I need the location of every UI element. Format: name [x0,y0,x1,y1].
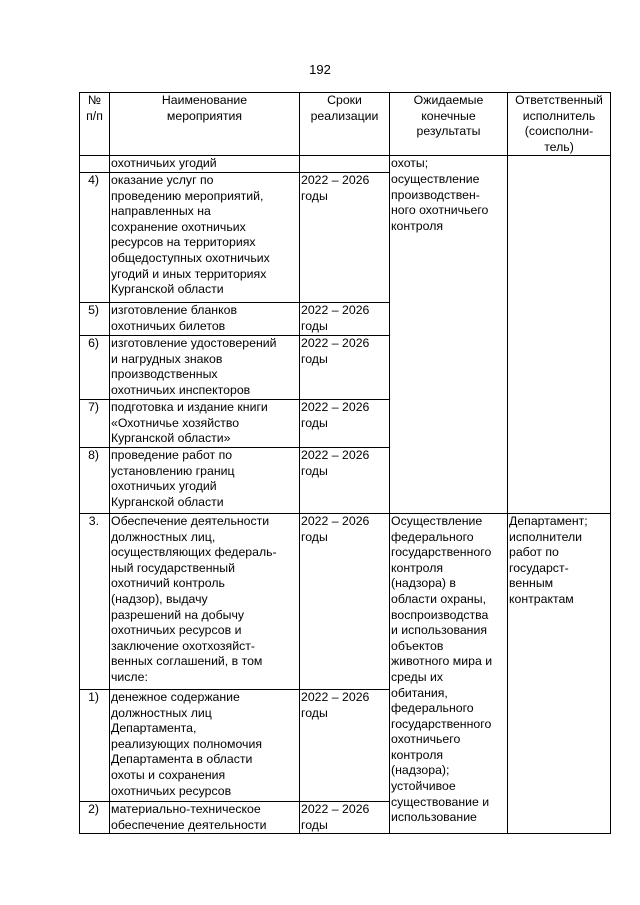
name-cell: изготовление бланков охотничьих билетов [110,302,300,335]
page-number: 192 [309,62,331,77]
header-executor: Ответственный исполнитель (соисполни- тель) [508,93,611,156]
terms-cell: 2022 – 2026 годы [300,689,390,801]
table-row [80,513,611,689]
num-cell: 5) [80,302,110,335]
results-cell: Осуществление федерального государственного контроля (надзора) в области охраны, воспроизводства и использования объектов животного мира и среды их обитания, федерального государственного охотничьего контроля (надзора); устойчивое существование и использование [390,513,508,833]
terms-cell: 2022 – 2026 годы [300,801,390,833]
terms-cell: 2022 – 2026 годы [300,335,390,399]
name-cell: Обеспечение деятельности должностных лиц, осуществляющих федераль- ный государственный охотничий контроль (надзор), выдачу разрешений на добычу охотничьих ресурсов и заключение охотхозяйст- венных соглашений, в том числе: [110,513,300,689]
terms-cell: 2022 – 2026 годы [300,172,390,302]
results-cell: охоты; осуществление производствен- ного охотничьего контроля [390,156,508,514]
terms-cell: 2022 – 2026 годы [300,447,390,513]
executor-cell: Департамент; исполнители работ по государст- венным контрактам [508,513,611,833]
name-cell: проведение работ по установлению границ охотничьих угодий Курганской области [110,447,300,513]
header-num: № п/п [80,93,110,156]
name-cell: материально-техническое обеспечение деятельности [110,801,300,833]
terms-cell: 2022 – 2026 годы [300,399,390,447]
table-row [80,156,611,173]
header-name: Наименование мероприятия [110,93,300,156]
num-cell: 6) [80,335,110,399]
num-cell: 2) [80,801,110,833]
table-header-row [80,93,611,156]
terms-cell: 2022 – 2026 годы [300,513,390,689]
activities-table [79,92,611,834]
num-cell: 7) [80,399,110,447]
num-cell: 4) [80,172,110,302]
num-cell [80,156,110,173]
name-cell: оказание услуг по проведению мероприятий, направленных на сохранение охотничьих ресурсов на территориях общедоступных охотничьих угодий и иных территориях Курганской области [110,172,300,302]
name-cell: изготовление удостоверений и нагрудных знаков производственных охотничьих инспекторов [110,335,300,399]
num-cell: 8) [80,447,110,513]
terms-cell: 2022 – 2026 годы [300,302,390,335]
header-results: Ожидаемые конечные результаты [390,93,508,156]
name-cell: охотничьих угодий [110,156,300,173]
terms-cell [300,156,390,173]
name-cell: денежное содержание должностных лиц Департамента, реализующих полномочия Департамента в области охоты и сохранения охотничьих ресурсов [110,689,300,801]
executor-cell [508,156,611,514]
name-cell: подготовка и издание книги «Охотничье хозяйство Курганской области» [110,399,300,447]
header-terms: Сроки реализации [300,93,390,156]
num-cell: 1) [80,689,110,801]
num-cell: 3. [80,513,110,689]
